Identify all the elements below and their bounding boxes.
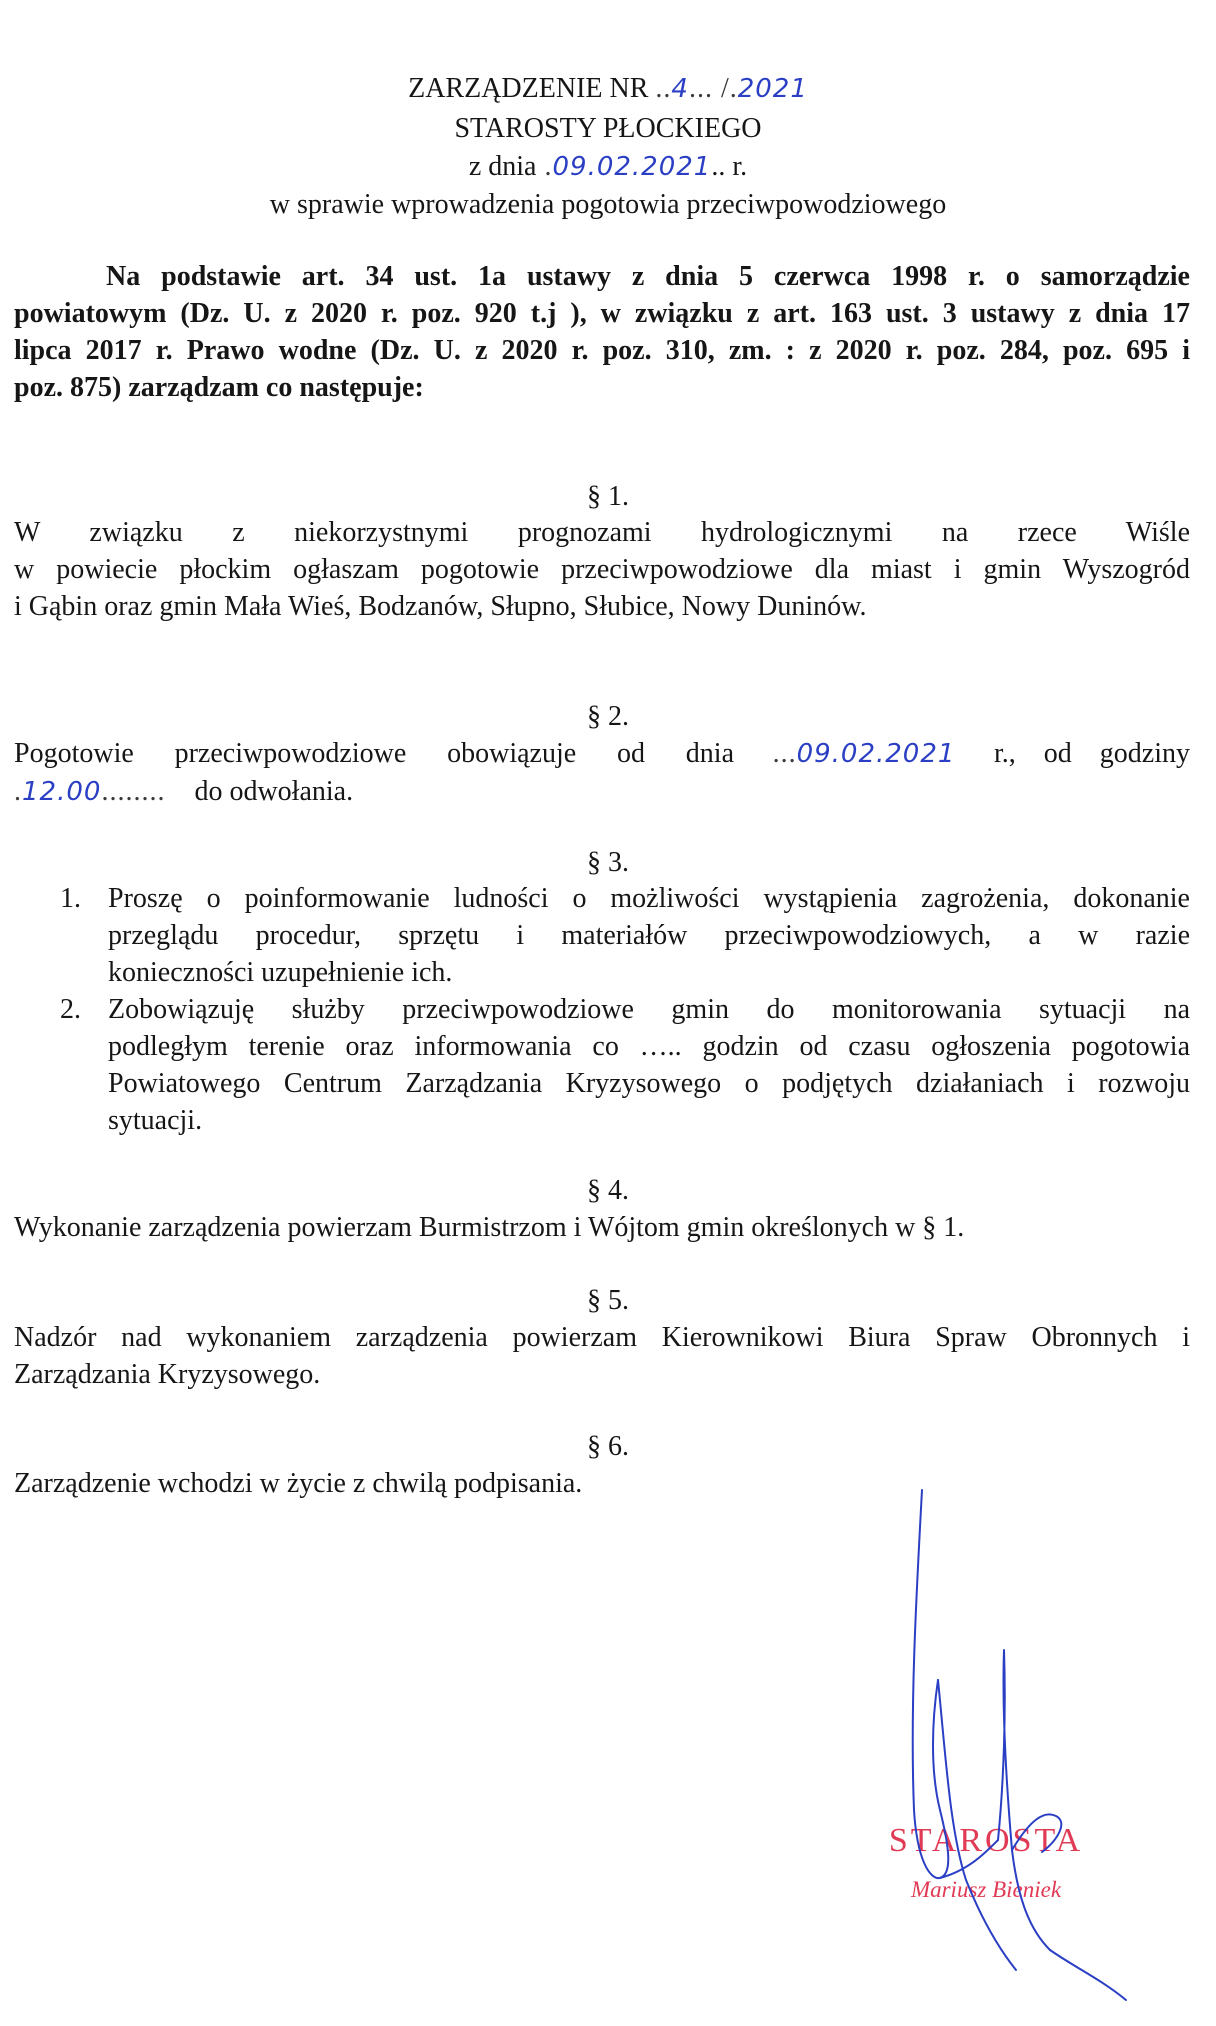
s2-date-dots: ... (772, 738, 797, 769)
preamble (14, 258, 1190, 406)
preamble-line: poz. 875) zarządzam co następuje: (14, 372, 424, 403)
s2-text-suffix: r., od godziny (994, 738, 1190, 769)
preamble-line: lipca 2017 r. Prawo wodne (Dz. U. z 2020 r. poz. 310, zm. : z 2020 r. poz. 284, poz. 695 i (14, 335, 1190, 366)
section-2-body (14, 735, 1190, 811)
section-2-line-1 (14, 735, 1190, 773)
handwritten-number: 4 (671, 74, 689, 104)
date-suffix: .. r. (711, 151, 748, 182)
section-3-list (14, 880, 1190, 1139)
s2-text-prefix: Pogotowie przeciwpowodziowe obowiązuje od dnia (14, 738, 734, 769)
s2-hour-dots: . (14, 776, 22, 807)
list-item-line: Powiatowego Centrum Zarządzania Kryzysowego o podjętych działaniach i rozwoju (108, 1068, 1190, 1099)
section-1-line: W związku z niekorzystnymi prognozami hydrologicznymi na rzece Wiśle (14, 517, 1190, 548)
section-4-heading: § 4. (587, 1175, 629, 1206)
section-5-body (14, 1319, 1190, 1393)
s2-date-field (773, 735, 956, 773)
title-line (0, 70, 1216, 108)
list-item-number: 2. (60, 994, 81, 1025)
section-1-line: w powiecie płockim ogłaszam pogotowie przeciwpowodziowe dla miast i gmin Wyszogród (14, 554, 1190, 585)
date-prefix: z dnia (468, 151, 537, 182)
section-5-heading: § 5. (587, 1285, 629, 1316)
list-item (14, 991, 1190, 1139)
subject-line: w sprawie wprowadzenia pogotowia przeciwpowodziowego (269, 189, 947, 220)
issuer-line: STAROSTY PŁOCKIEGO (454, 113, 762, 144)
section-1-line: i Gąbin oraz gmin Mała Wieś, Bodzanów, Słupno, Słubice, Nowy Duninów. (14, 591, 867, 622)
section-2-line-2 (14, 773, 1190, 811)
list-item-line: Proszę o poinformowanie ludności o możliwości wystąpienia zagrożenia, dokonanie (108, 883, 1190, 914)
section-1-body (14, 514, 1190, 625)
handwritten-effective-date: 09.02.2021 (796, 739, 956, 769)
title-prefix: ZARZĄDZENIE NR (408, 73, 649, 104)
list-item-line: sytuacji. (108, 1105, 203, 1136)
list-item-line: Zobowiązuję służby przeciwpowodziowe gmin do monitorowania sytuacji na (108, 994, 1190, 1025)
date-line (0, 148, 1216, 186)
section-2-heading: § 2. (587, 701, 629, 732)
stamp-name: Mariusz Bieniek (910, 1877, 1062, 1902)
preamble-line: Na podstawie art. 34 ust. 1a ustawy z dnia 5 czerwca 1998 r. o samorządzie (106, 261, 1190, 292)
s2-until-text: do odwołania. (194, 776, 354, 807)
list-item-line: podległym terenie oraz informowania co ….. godzin od czasu ogłoszenia pogotowia (108, 1031, 1190, 1062)
section-1-heading: § 1. (587, 481, 629, 512)
handwritten-signature (880, 1480, 1180, 2020)
list-item-number: 1. (60, 883, 81, 914)
handwritten-hour: 12.00 (22, 777, 102, 807)
number-separator: ... /. (688, 73, 738, 104)
section-3-heading: § 3. (587, 847, 629, 878)
section-5-line: Nadzór nad wykonaniem zarządzenia powierzam Kierownikowi Biura Spraw Obronnych i (14, 1322, 1190, 1353)
stamp-title: STAROSTA (888, 1822, 1084, 1859)
preamble-line: powiatowym (Dz. U. z 2020 r. poz. 920 t.j ), w związku z art. 163 ust. 3 ustawy z dnia 17 (14, 298, 1190, 329)
list-item-line: przeglądu procedur, sprzętu i materiałów przeciwpowodziowych, a w razie (108, 920, 1190, 951)
handwritten-year: 2021 (737, 74, 808, 104)
section-4-line: Wykonanie zarządzenia powierzam Burmistrzom i Wójtom gmin określonych w § 1. (14, 1212, 965, 1243)
section-6-line: Zarządzenie wchodzi w życie z chwilą podpisania. (14, 1468, 583, 1499)
list-item (14, 880, 1190, 991)
handwritten-date: 09.02.2021 (552, 152, 712, 182)
list-item-line: konieczności uzupełnienie ich. (108, 957, 453, 988)
date-dots: . (536, 151, 553, 182)
section-4-body (14, 1209, 1190, 1246)
section-6-heading: § 6. (587, 1431, 629, 1462)
s2-hour-dots-trailing: ........ (101, 776, 166, 807)
section-5-line: Zarządzania Kryzysowego. (14, 1359, 321, 1390)
number-dots: .. (655, 73, 672, 104)
